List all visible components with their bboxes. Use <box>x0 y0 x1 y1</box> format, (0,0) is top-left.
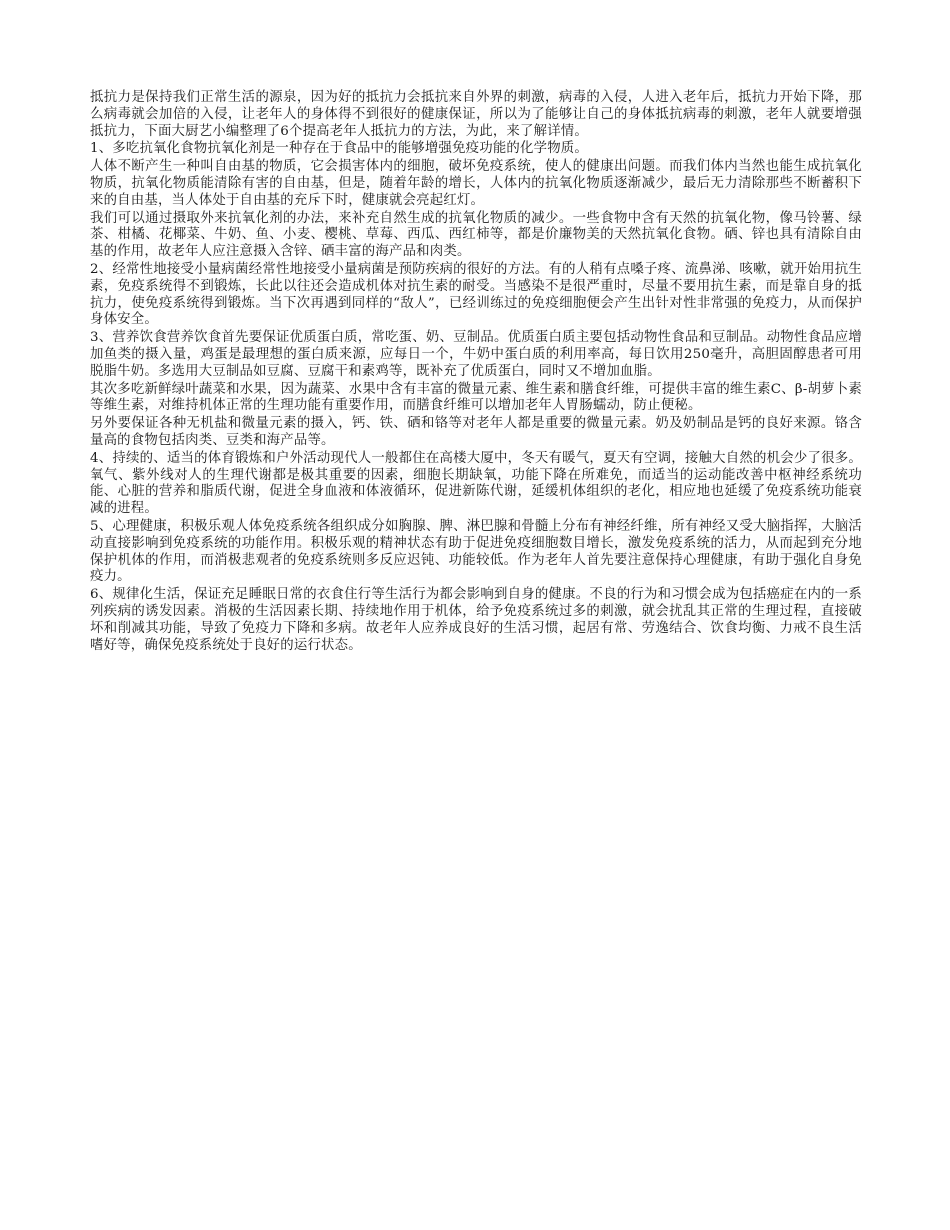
intro-paragraph: 抵抗力是保持我们正常生活的源泉，因为好的抵抗力会抵抗来自外界的刺激，病毒的入侵，人进入老年后，抵抗力开始下降，那么病毒就会加倍的入侵，让老年人的身体得不到很好的健康保证，所以为了能够让自己的身体抵抗病毒的刺激，老年人就要增强抵抗力，下面大厨艺小编整理了6个提高老年人抵抗力的方法，为此，来了解详情。 <box>90 90 862 139</box>
section-5-paragraph: 5、心理健康，积极乐观人体免疫系统各组织成分如胸腺、脾、淋巴腺和骨髓上分布有神经纤维，所有神经又受大脑指挥，大脑活动直接影响到免疫系统的功能作用。积极乐观的精神状态有助于促进免疫细胞数目增长，激发免疫系统的活力，从而起到充分地保护机体的作用，而消极悲观者的免疫系统则多反应迟钝、功能较低。作为老年人首先要注意保持心理健康，有助于强化自身免疫力。 <box>90 518 862 585</box>
section-4-paragraph: 4、持续的、适当的体育锻炼和户外活动现代人一般都住在高楼大厦中，冬天有暖气，夏天有空调，接触大自然的机会少了很多。氧气、紫外线对人的生理代谢都是极其重要的因素，细胞长期缺氧，功能下降在所难免，而适当的运动能改善中枢神经系统功能、心脏的营养和脂质代谢，促进全身血液和体液循环，促进新陈代谢，延缓机体组织的老化，相应地也延缓了免疫系统功能衰减的进程。 <box>90 450 862 517</box>
document-body <box>90 90 862 655</box>
section-3-paragraph-minerals: 另外要保证各种无机盐和微量元素的摄入，钙、铁、硒和铬等对老年人都是重要的微量元素。奶及奶制品是钙的良好来源。铬含量高的食物包括肉类、豆类和海产品等。 <box>90 416 862 448</box>
section-3-paragraph-protein: 3、营养饮食营养饮食首先要保证优质蛋白质，常吃蛋、奶、豆制品。优质蛋白质主要包括动物性食品和豆制品。动物性食品应增加鱼类的摄入量，鸡蛋是最理想的蛋白质来源，应每日一个，牛奶中蛋白质的利用率高，每日饮用250毫升，高胆固醇患者可用脱脂牛奶。多选用大豆制品如豆腐、豆腐干和素鸡等，既补充了优质蛋白，同时又不增加血脂。 <box>90 330 862 379</box>
section-1-paragraph-free-radicals: 人体不断产生一种叫自由基的物质，它会损害体内的细胞，破坏免疫系统，使人的健康出问题。而我们体内当然也能生成抗氧化物质，抗氧化物质能清除有害的自由基，但是，随着年龄的增长，人体内的抗氧化物质逐渐减少，最后无力清除那些不断蓄积下来的自由基，当人体处于自由基的充斥下时，健康就会亮起红灯。 <box>90 159 862 208</box>
section-3-paragraph-vegetables: 其次多吃新鲜绿叶蔬菜和水果，因为蔬菜、水果中含有丰富的微量元素、维生素和膳食纤维，可提供丰富的维生素C、β-胡萝卜素等维生素，对维持机体正常的生理功能有重要作用，而膳食纤维可以增加老年人胃肠蠕动，防止便秘。 <box>90 381 862 414</box>
section-6-paragraph: 6、规律化生活，保证充足睡眠日常的衣食住行等生活行为都会影响到自身的健康。不良的行为和习惯会成为包括癌症在内的一系列疾病的诱发因素。消极的生活因素长期、持续地作用于机体，给予免疫系统过多的刺激，就会扰乱其正常的生理过程，直接破坏和削减其功能，导致了免疫力下降和多病。故老年人应养成良好的生活习惯，起居有常、劳逸结合、饮食均衡、力戒不良生活嗜好等，确保免疫系统处于良好的运行状态。 <box>90 587 862 653</box>
section-1-heading: 1、多吃抗氧化食物抗氧化剂是一种存在于食品中的能够增强免疫功能的化学物质。 <box>90 141 588 157</box>
section-2-paragraph: 2、经常性地接受小量病菌经常性地接受小量病菌是预防疾病的很好的方法。有的人稍有点嗓子疼、流鼻涕、咳嗽，就开始用抗生素，免疫系统得不到锻炼，长此以往还会造成机体对抗生素的耐受。当感染不是很严重时，尽量不要用抗生素，而是靠自身的抵抗力，使免疫系统得到锻炼。当下次再遇到同样的“敌人”，已经训练过的免疫细胞便会产生出针对性非常强的免疫力，从而保护身体安全。 <box>90 261 862 328</box>
section-1-paragraph-antioxidant-foods: 我们可以通过摄取外来抗氧化剂的办法，来补充自然生成的抗氧化物质的减少。一些食物中含有天然的抗氧化物，像马铃薯、绿茶、柑橘、花椰菜、牛奶、鱼、小麦、樱桃、草莓、西瓜、西红柿等，都是价廉物美的天然抗氧化食物。硒、锌也具有清除自由基的作用，故老年人应注意摄入含锌、硒丰富的海产品和肉类。 <box>90 210 862 260</box>
